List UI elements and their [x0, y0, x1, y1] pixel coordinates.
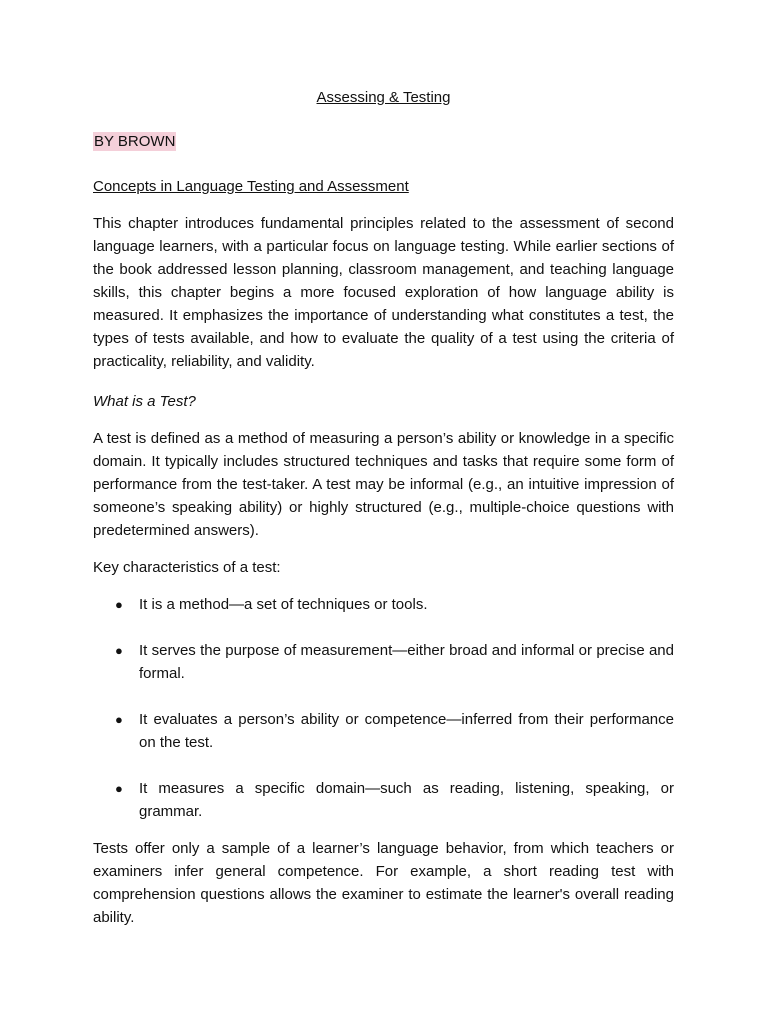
list-item	[93, 777, 674, 823]
list-item-text: It is a method—a set of techniques or tools.	[139, 596, 428, 613]
characteristics-list	[93, 593, 674, 846]
list-item-text: It evaluates a person’s ability or competence—inferred from their performance on the test.	[139, 711, 674, 751]
bullet-icon: ●	[115, 597, 123, 612]
list-item-text: It measures a specific domain—such as reading, listening, speaking, or grammar.	[139, 780, 674, 820]
intro-paragraph: This chapter introduces fundamental principles related to the assessment of second language learners, with a particular focus on language testing. While earlier sections of the book addressed lesson planning, classroom management, and teaching language skills, this chapter begins a more focused exploration of how language ability is measured. It emphasizes the importance of understanding what constitutes a test, the types of tests available, and how to evaluate the quality of a test using the criteria of practicality, reliability, and validity.	[93, 215, 674, 370]
closing-paragraph: Tests offer only a sample of a learner’s language behavior, from which teachers or examiners infer general competence. For example, a short reading test with comprehension questions allows the examiner to estimate the learner's overall reading ability.	[93, 840, 674, 926]
list-item-text: It serves the purpose of measurement—either broad and informal or precise and formal.	[139, 642, 674, 682]
list-item	[93, 708, 674, 754]
bullet-icon: ●	[115, 643, 123, 658]
question-heading: What is a Test?	[93, 393, 196, 410]
key-characteristics-label: Key characteristics of a test:	[93, 559, 281, 576]
section-heading: Concepts in Language Testing and Assessment	[93, 178, 409, 195]
byline-highlight: BY BROWN	[94, 133, 176, 150]
bullet-icon: ●	[115, 781, 123, 796]
definition-paragraph: A test is defined as a method of measuring a person’s ability or knowledge in a specific domain. It typically includes structured techniques and tasks that require some form of performance from the test-taker. A test may be informal (e.g., an intuitive impression of someone’s speaking ability) or highly structured (e.g., multiple-choice questions with predetermined answers).	[93, 430, 674, 539]
list-item	[93, 639, 674, 685]
bullet-icon: ●	[115, 712, 123, 727]
author-byline	[93, 130, 176, 153]
list-item	[93, 593, 674, 616]
document-title: Assessing & Testing	[316, 89, 451, 106]
